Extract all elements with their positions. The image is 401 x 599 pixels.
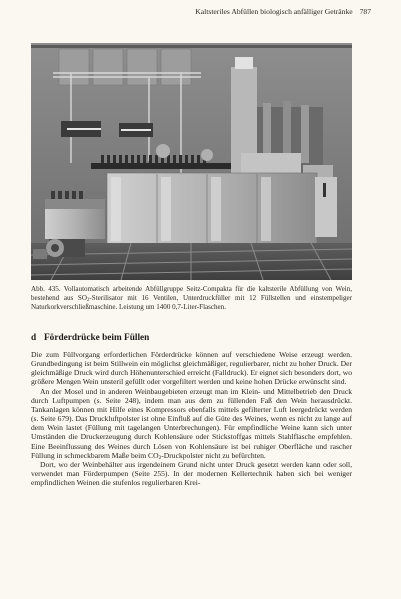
section-heading xyxy=(31,333,352,343)
running-header-title: Kaltsteriles Abfüllen biologisch anfälliger Getränke xyxy=(195,7,353,16)
figure-photo xyxy=(31,43,352,280)
page-number: 787 xyxy=(359,7,371,16)
paragraph-1: Die zum Füllvorgang erforderlichen Förderdrücke können auf verschiedene Weise erzeugt werden. Grundbedingung ist beim Stillwein ein möglichst gleichmäßiger, regulierbarer, nicht zu hoher Druck. Der gleichmäßige Druck wird durch Höhenunterschied erreicht (Falldruck). Er eignet sich besonders dort, wo größere Mengen Wein unsteril gefüllt oder vorgefiltert werden und keine hohen Drücke erwünscht sind. xyxy=(31,350,352,387)
paragraph-3: Dort, wo der Weinbehälter aus irgendeinem Grund nicht unter Druck gesetzt werden kann oder soll, verwendet man Förderpumpen (Seite 255). In der modernen Kellertechnik haben sich bei weniger empfindlichen Weinen die stufenlos regulierbaren Krei- xyxy=(31,459,352,488)
section-letter: d xyxy=(31,333,37,343)
figure-caption-text: Abb. 435. Vollautomatisch arbeitende Abfüllgruppe Seitz-Compakta für die kaltsterile Abfüllung von Wein, bestehend aus $SO_2$-Sterilisator mit 16 Ventilen, Unterdruckfüller mit 12 Füllstellen und einstempeliger Naturkorkverschließmaschine. Leistung um 1400 0,7-Liter-Flaschen. xyxy=(31,285,352,312)
paragraph-2: An der Mosel und in anderen Weinbaugebieten erzeugt man im Klein- und Mittelbetrieb den Druck durch Luftpumpen (s. Seite 248), indem man aus dem zu füllenden Faß den Wein herausdrückt. Tankanlagen können mit Hilfe eines Kompressors ebenfalls mittels gefilterter Luft leergedrückt werden (s. Seite 679). Das Druckluftpolster ist ohne Einfluß auf die Güte des Weines, wenn es nicht zu lange auf dem Wein lastet (Füllung mit tagelangen Unterbrechungen). Für empfindliche Weine kann sich unter Umständen die Druckerzeugung durch Kohlensäure oder Stickstoffgas mittels Stahlflasche empfehlen. Eine Beeinflussung des Weines durch Lösen von Kohlensäure ist bei ruhiger Oberfläche und rascher Füllung in schmeckbarem Maße beim $CO_2$-Druckpolster nicht zu befürchten. xyxy=(31,386,352,461)
section-title: Förderdrücke beim Füllen xyxy=(44,333,150,343)
running-header xyxy=(0,7,371,16)
figure-caption xyxy=(31,285,352,313)
bottling-machine-illustration xyxy=(31,43,352,280)
body-text xyxy=(31,350,352,487)
